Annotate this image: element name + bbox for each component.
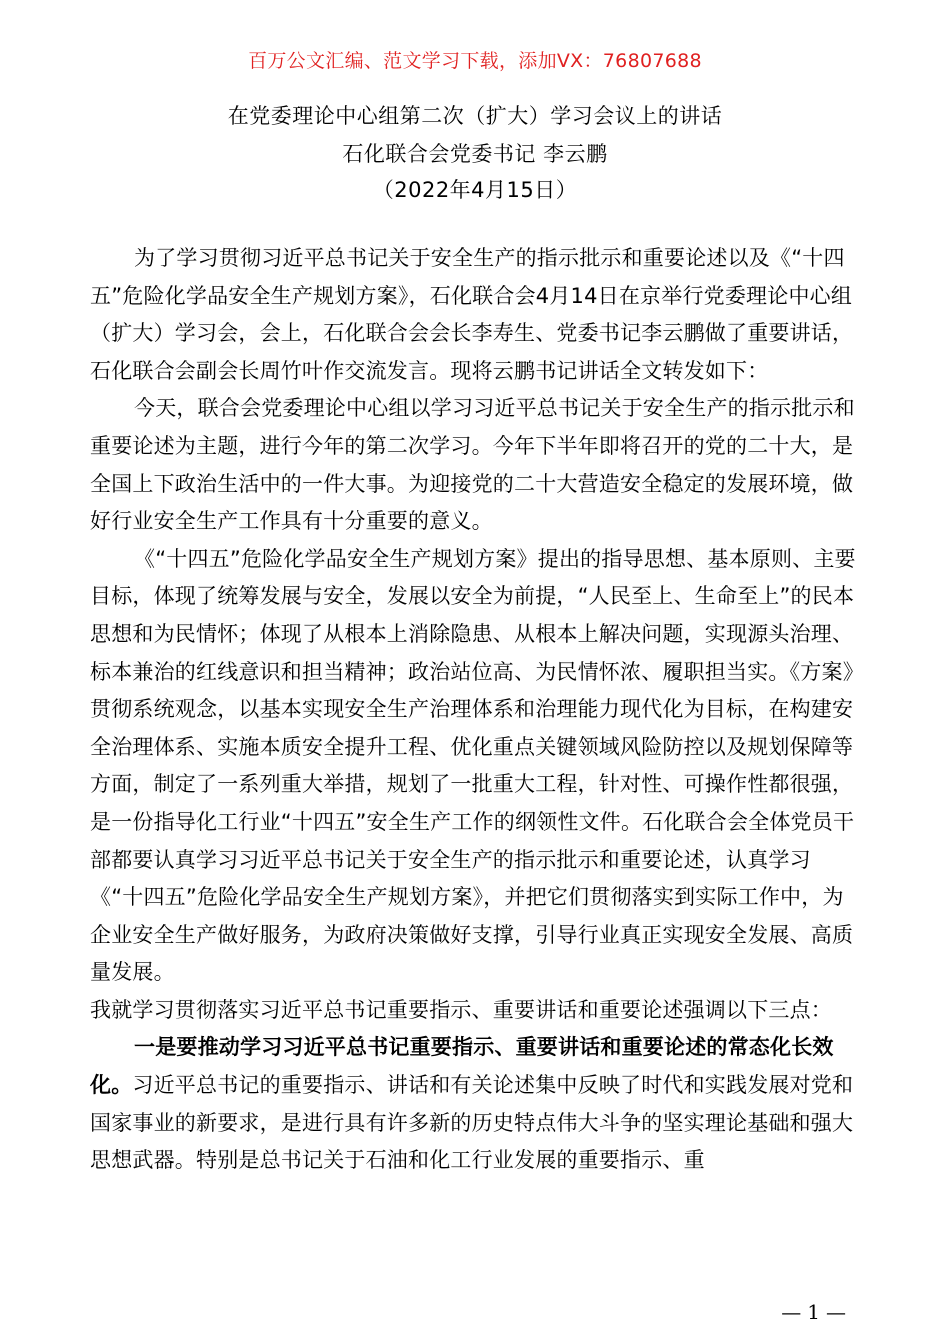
document-title: 在党委理论中心组第二次（扩大）学习会议上的讲话 (227, 104, 723, 128)
paragraph-3: 《“十四五”危险化学品安全生产规划方案》提出的指导思想、基本原则、主要目标，体现了统筹发展与安全，发展以安全为前提，“人民至上、生命至上”的民本思想和为民情怀；体现了从根本上消除隐患、从根本上解决问题，实现源头治理、标本兼治的红线意识和担当精神；政治站位高、为民情怀浓、履职担当实。《方案》贯彻系统观念，以基本实现安全生产治理体系和治理能力现代化为目标，在构建安全治理体系、实施本质安全提升工程、优化重点关键领域风险防控以及规划保障等方面，制定了一系列重大举措，规划了一批重大工程，针对性、可操作性都很强，是一份指导化工行业“十四五”安全生产工作的纲领性文件。石化联合会全体党员干部都要认真学习习近平总书记关于安全生产的指示批示和重要论述，认真学习《“十四五”危险化学品安全生产规划方案》，并把它们贯彻落实到实际工作中，为企业安全生产做好服务，为政府决策做好支撑，引导行业真正实现安全发展、高质量发展。 (90, 546, 856, 985)
document-date: （2022年4月15日） (372, 178, 578, 202)
paragraph-intro: 为了学习贯彻习近平总书记关于安全生产的指示批示和重要论述以及《“十四五”危险化学品安全生产规划方案》，石化联合会4月14日在京举行党委理论中心组（扩大）学习会，会上，石化联合会会长李寿生、党委书记李云鹏做了重要讲话，石化联合会副会长周竹叶作交流发言。现将云鹏书记讲话全文转发如下： (90, 246, 854, 383)
document-author: 石化联合会党委书记 李云鹏 (342, 142, 608, 166)
paragraph-4: 我就学习贯彻落实习近平总书记重要指示、重要讲话和重要论述强调以下三点： (90, 997, 832, 1022)
document-body (90, 240, 860, 1180)
paragraph-5-heading: 一是要推动学习习近平总书记重要指示、重要讲话和重要论述的常态化长效化。 (90, 1035, 834, 1098)
paragraph-5 (90, 1029, 860, 1179)
paragraph-5-text: 习近平总书记的重要指示、讲话和有关论述集中反映了时代和实践发展对党和国家事业的新要求，是进行具有许多新的历史特点伟大斗争的坚实理论基础和强大思想武器。特别是总书记关于石油和化工行业发展的重要指示、重 (90, 1073, 854, 1173)
header-watermark-note: 百万公文汇编、范文学习下载，添加VX：76807688 (248, 50, 702, 72)
page-number: —1— (781, 1300, 852, 1324)
paragraph-2: 今天，联合会党委理论中心组以学习习近平总书记关于安全生产的指示批示和重要论述为主题，进行今年的第二次学习。今年下半年即将召开的党的二十大，是全国上下政治生活中的一件大事。为迎接党的二十大营造安全稳定的发展环境，做好行业安全生产工作具有十分重要的意义。 (90, 396, 855, 534)
